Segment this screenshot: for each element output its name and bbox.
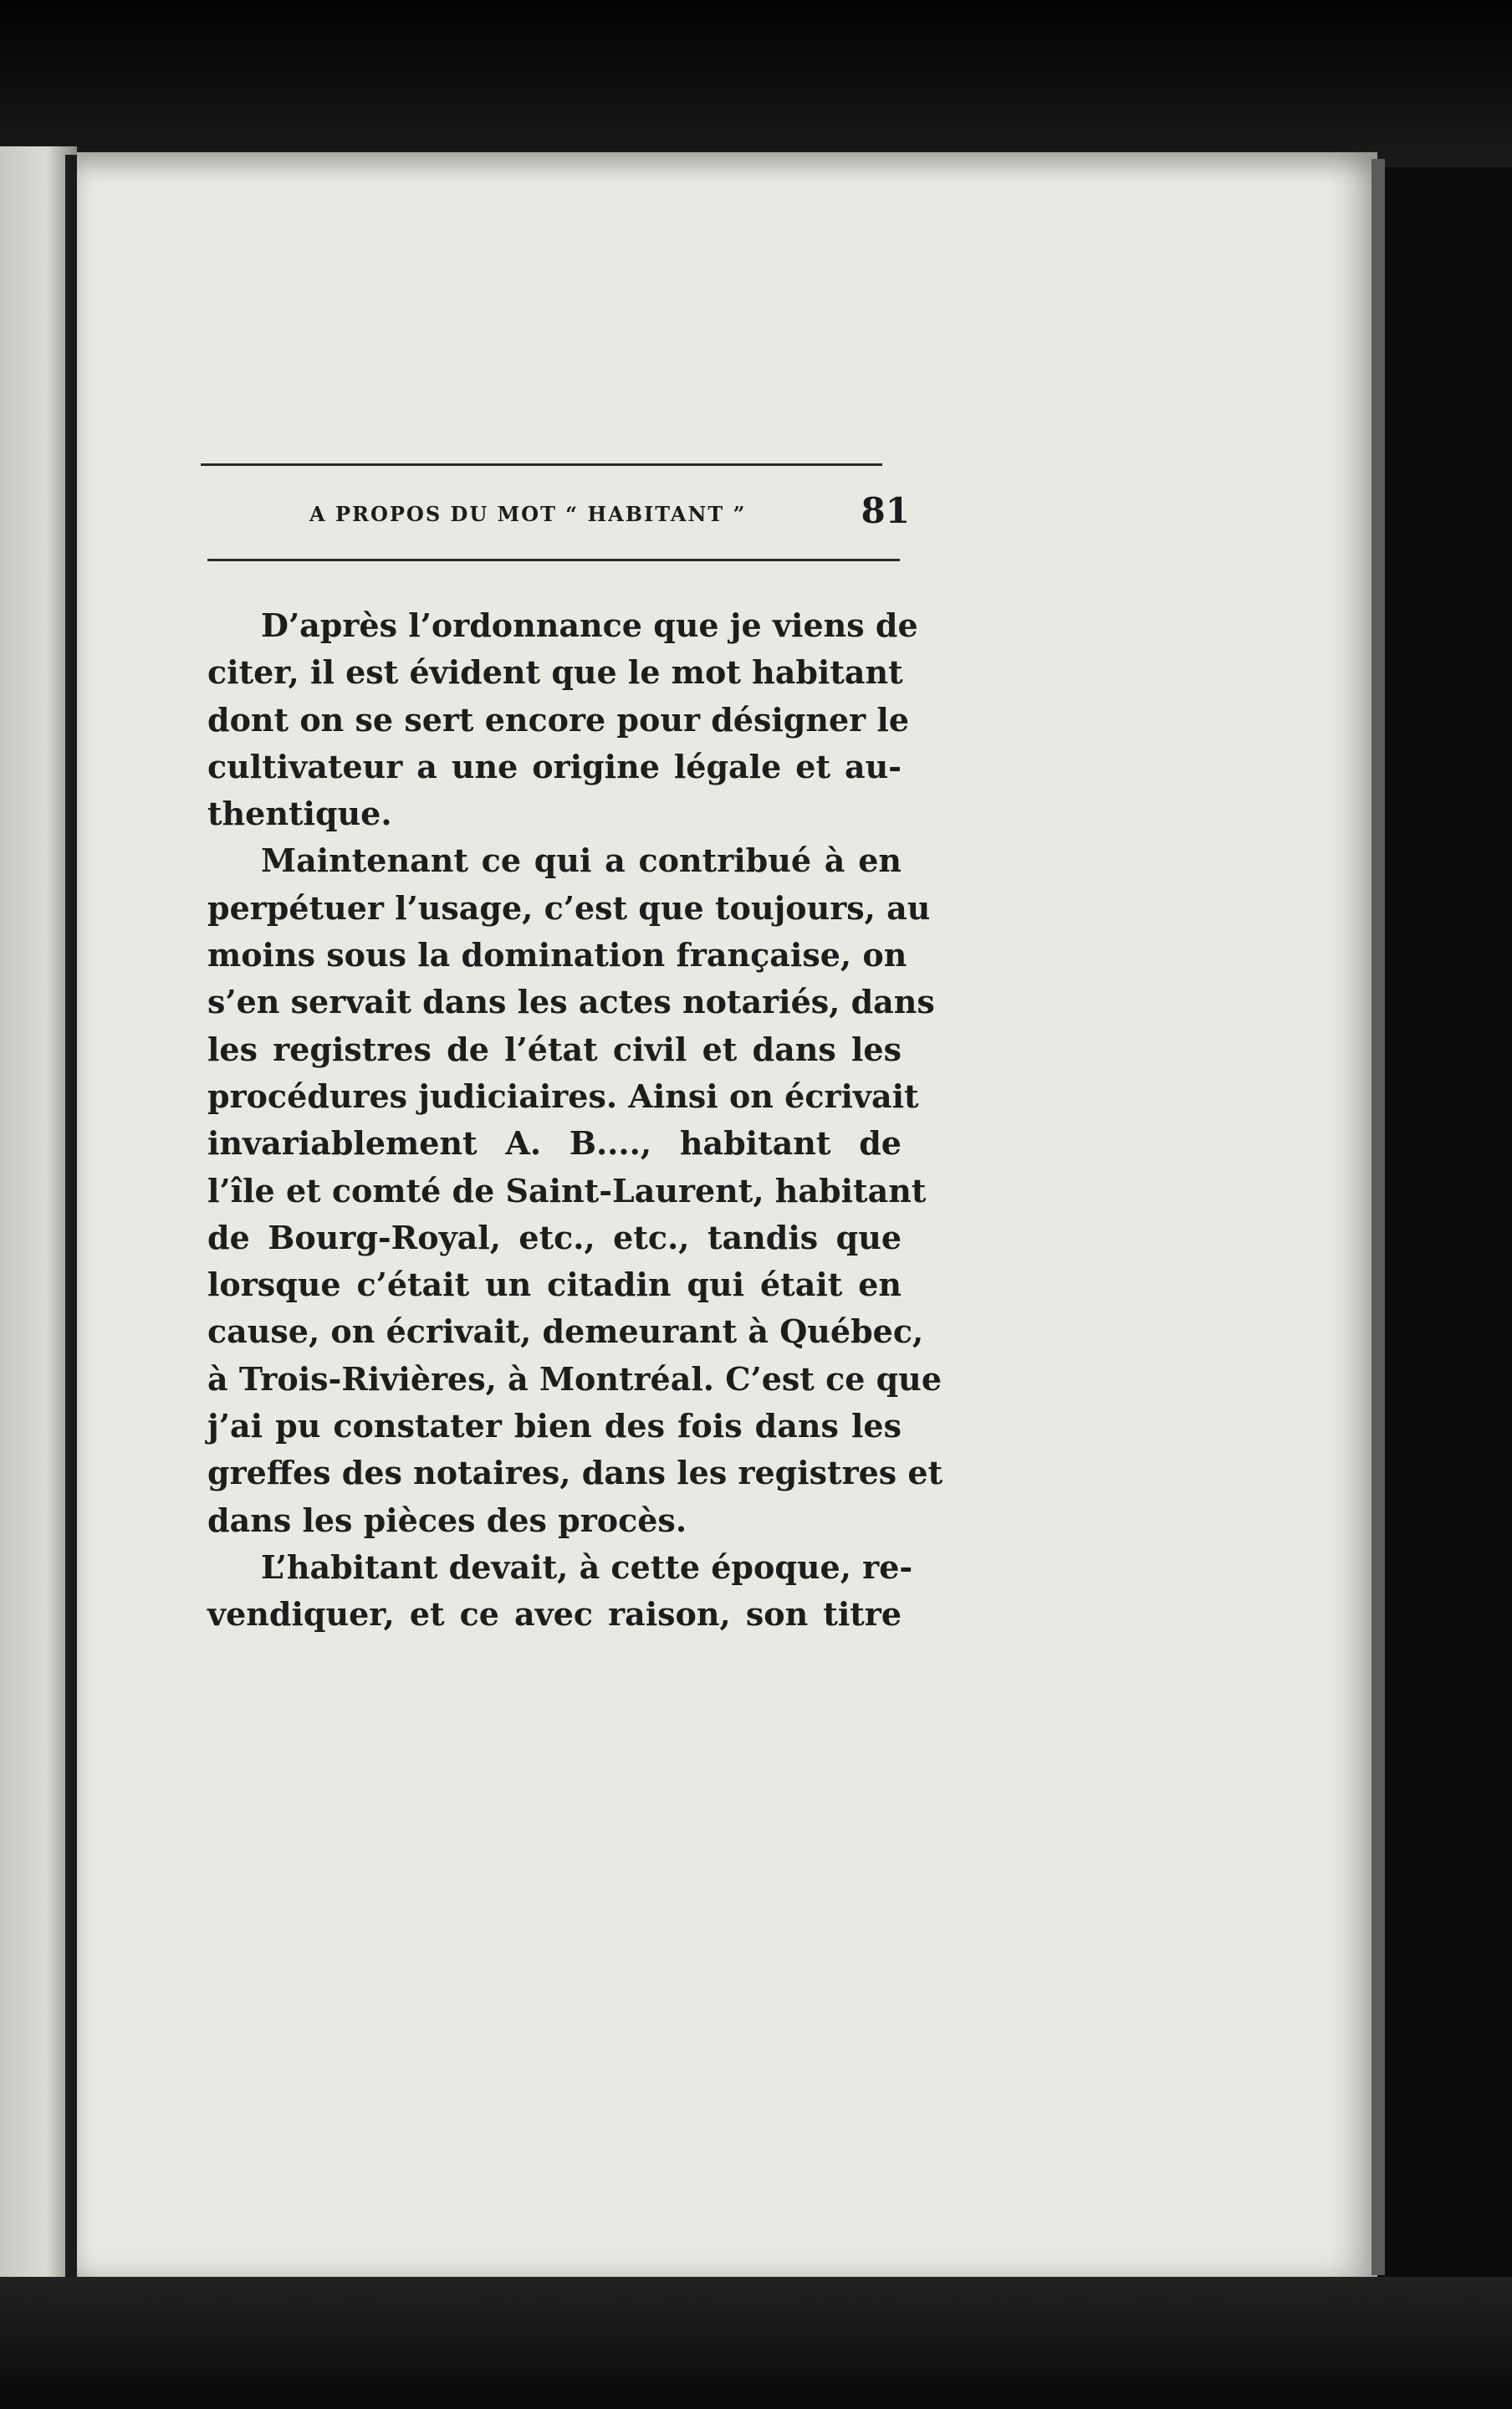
text-line: à Trois-Rivières, à Montréal. C’est ce que (207, 1359, 942, 1398)
page-number: 81 (861, 490, 910, 531)
text-line: invariablement A. B...., habitant de (207, 1124, 902, 1163)
text-line: perpétuer l’usage, c’est que toujours, au (207, 888, 931, 927)
running-title: A PROPOS DU MOT “ HABITANT ” (309, 502, 747, 526)
scan-bottom-border (0, 2277, 1512, 2409)
text-line: procédures judiciaires. Ainsi on écrivait (207, 1077, 919, 1115)
header-rule-bottom (207, 559, 900, 561)
page-edge-shadow (1372, 159, 1385, 2275)
text-line: j’ai pu constater bien des fois dans les (207, 1407, 902, 1445)
text-line: de Bourg-Royal, etc., etc., tandis que (207, 1218, 902, 1256)
text-line: vendiquer, et ce avec raison, son titre (207, 1595, 902, 1634)
scan-top-border (0, 0, 1512, 167)
body-text (207, 602, 943, 1639)
text-line: citer, il est évident que le mot habitant (207, 653, 903, 692)
text-line: l’île et comté de Saint-Laurent, habitant (207, 1171, 927, 1210)
text-line: Maintenant ce qui a contribué à en (261, 841, 902, 880)
text-line: moins sous la domination française, on (207, 936, 907, 974)
text-line: greffes des notaires, dans les registres et (207, 1454, 943, 1492)
book-gutter (65, 155, 77, 2284)
text-line: L’habitant devait, à cette époque, re- (261, 1547, 913, 1586)
text-line: cause, on écrivait, demeurant à Québec, (207, 1312, 924, 1351)
text-line: lorsque c’était un citadin qui était en (207, 1266, 902, 1304)
text-line: thentique. (207, 795, 392, 833)
text-line: les registres de l’état civil et dans les (207, 1030, 902, 1068)
text-line: cultivateur a une origine légale et au- (207, 747, 902, 785)
text-line: D’après l’ordonnance que je viens de (261, 606, 918, 644)
text-line: s’en servait dans les actes notariés, dans (207, 983, 935, 1021)
text-line: dans les pièces des procès. (207, 1501, 687, 1539)
text-line: dont on se sert encore pour désigner le (207, 700, 910, 739)
running-head (309, 490, 910, 540)
header-rule-top (201, 463, 882, 466)
